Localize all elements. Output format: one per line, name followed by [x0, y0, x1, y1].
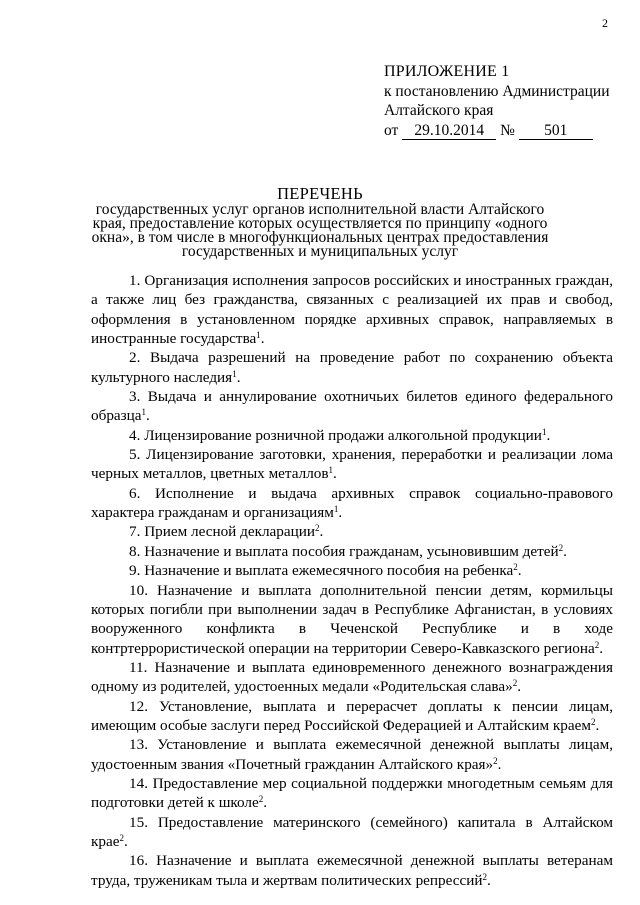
list-item: 1. Организация исполнения запросов российских и иностранных граждан, а также лиц без гражданства, связанных с реализацией их прав и свобод, оформления в установленном порядке архивных справок, направляемых в иностранные государства$^1$.: [91, 272, 613, 348]
list-item-text: 4. Лицензирование розничной продажи алкогольной продукции: [129, 426, 542, 444]
footnote-marker: 1: [256, 330, 261, 341]
list-item: 8. Назначение и выплата пособия гражданам, усыновившим детей$^2$.: [129, 542, 567, 560]
appendix-line-1: к постановлению Администрации: [384, 82, 610, 100]
list-item-text: 10. Назначение и выплата дополнительной пенсии детям, кормильцы которых погибли при выполнении задач в Республике Афганистан, в условиях вооруженного конфликта в Чеченской Республике и в ходе контртеррористической операции на территории Северо-Кавказского региона: [91, 581, 613, 657]
footnote-marker: 2: [258, 794, 264, 805]
footnote-marker: 2: [590, 716, 596, 727]
list-item-text: 14. Предоставление мер социальной поддержки многодетным семьям для подготовки детей к школе: [91, 774, 613, 812]
list-item: 5. Лицензирование заготовки, хранения, переработки и реализации лома черных металлов, цветных металлов$^1$.: [91, 446, 613, 483]
footnote-marker: 1: [141, 407, 147, 418]
list-item-text: 16. Назначение и выплата ежемесячной денежной выплаты ветеранам труда, труженикам тыла и жертвам политических репрессий: [91, 852, 613, 889]
footnote-marker: 1: [232, 368, 237, 379]
list-item-text: 11. Назначение и выплата единовременного денежного вознаграждения одному из родителей, удостоенных медали «Родительская слава»: [91, 658, 613, 696]
list-item-text: 12. Установление, выплата и перерасчет доплаты к пенсии лицам, имеющим особые заслуги перед Российской Федерацией и Алтайским краем: [91, 697, 613, 734]
list-item-text: 6. Исполнение и выдача архивных справок социально-правового характера гражданам и организациям: [91, 484, 613, 522]
footnote-marker: 2: [513, 562, 518, 573]
list-item: 7. Прием лесной декларации$^2$.: [129, 523, 324, 541]
list-item-text: 9. Назначение и выплата ежемесячного пособия на ребенка: [129, 562, 514, 580]
list-item: 12. Установление, выплата и перерасчет доплаты к пенсии лицам, имеющим особые заслуги перед Российской Федерацией и Алтайским краем$^2$.: [91, 697, 613, 734]
footnote-marker: 2: [482, 871, 487, 882]
list-item: 4. Лицензирование розничной продажи алкогольной продукции$^1$.: [129, 426, 551, 444]
footnote-marker: 1: [328, 465, 334, 476]
list-item: 15. Предоставление материнского (семейного) капитала в Алтайском крае$^2$.: [91, 813, 613, 850]
list-item-text: 15. Предоставление материнского (семейного) капитала в Алтайском крае: [91, 813, 613, 850]
footnote-marker: 1: [333, 504, 339, 515]
list-item: 10. Назначение и выплата дополнительной пенсии детям, кормильцы которых погибли при выполнении задач в Республике Афганистан, в условиях вооруженного конфликта в Чеченской Республике и в ходе контртеррористической операции на территории Северо-Кавказского региона$^2$.: [91, 581, 613, 657]
appendix-line-2: Алтайского края: [384, 102, 494, 119]
list-item: 2. Выдача разрешений на проведение работ по сохранению объекта культурного наследия$^1$.: [91, 349, 613, 386]
footnote-marker: 2: [493, 755, 498, 766]
footnote-marker: 2: [512, 678, 518, 689]
page-number: 2: [602, 16, 608, 30]
list-item: 6. Исполнение и выдача архивных справок социально-правового характера гражданам и организациям$^1$.: [91, 484, 613, 522]
list-item: 14. Предоставление мер социальной поддержки многодетным семьям для подготовки детей к школе$^2$.: [91, 774, 613, 812]
list-item: 9. Назначение и выплата ежемесячного пособия на ребенка$^2$.: [129, 562, 522, 580]
footnote-marker: 2: [594, 639, 600, 650]
list-heading: [90, 184, 550, 259]
decree-number: 501: [519, 123, 593, 140]
heading-subtitle: государственных услуг органов исполнительной власти Алтайского края, предоставление которых осуществляется по принципу «одного окна», в том числе в многофункциональных центрах предоставления государственных и муниципальных услуг: [91, 201, 549, 260]
list-item-text: 5. Лицензирование заготовки, хранения, переработки и реализации лома черных металлов, цветных металлов: [91, 446, 613, 483]
list-item: 3. Выдача и аннулирование охотничьих билетов единого федерального образца$^1$.: [91, 388, 613, 425]
list-item-text: 7. Прием лесной декларации: [129, 523, 315, 541]
list-item-text: 2. Выдача разрешений на проведение работ по сохранению объекта культурного наследия: [91, 349, 613, 386]
list-item-text: 8. Назначение и выплата пособия гражданам, усыновившим детей: [129, 542, 559, 560]
list-item: 16. Назначение и выплата ежемесячной денежной выплаты ветеранам труда, труженикам тыла и жертвам политических репрессий$^2$.: [91, 852, 613, 889]
footnote-marker: 2: [315, 523, 320, 534]
appendix-date-line: [384, 121, 610, 141]
appendix-title: ПРИЛОЖЕНИЕ 1: [384, 63, 510, 80]
footnote-marker: 2: [119, 832, 124, 843]
appendix-block: [384, 62, 610, 140]
heading-title: ПЕРЕЧЕНЬ: [277, 184, 363, 203]
number-label: №: [500, 121, 515, 139]
list-item-text: 13. Установление и выплата ежемесячной денежной выплаты лицам, удостоенным звания «Почетный гражданин Алтайского края»: [91, 736, 613, 773]
list-item: 13. Установление и выплата ежемесячной денежной выплаты лицам, удостоенным звания «Почетный гражданин Алтайского края»$^2$.: [91, 736, 613, 773]
footnote-marker: 2: [558, 542, 564, 553]
footnote-marker: 1: [541, 426, 547, 437]
list-item: 11. Назначение и выплата единовременного денежного вознаграждения одному из родителей, удостоенных медали «Родительская слава»$^2$.: [91, 658, 613, 696]
list-item-text: 3. Выдача и аннулирование охотничьих билетов единого федерального образца: [91, 388, 613, 425]
list-item-text: 1. Организация исполнения запросов российских и иностранных граждан, а также лиц без гражданства, связанных с реализацией их прав и свобод, оформления в установленном порядке архивных справок, направляемых в иностранные государства: [91, 272, 613, 348]
services-list: [91, 271, 613, 890]
from-label: от: [384, 121, 399, 139]
decree-date: 29.10.2014: [402, 123, 496, 140]
